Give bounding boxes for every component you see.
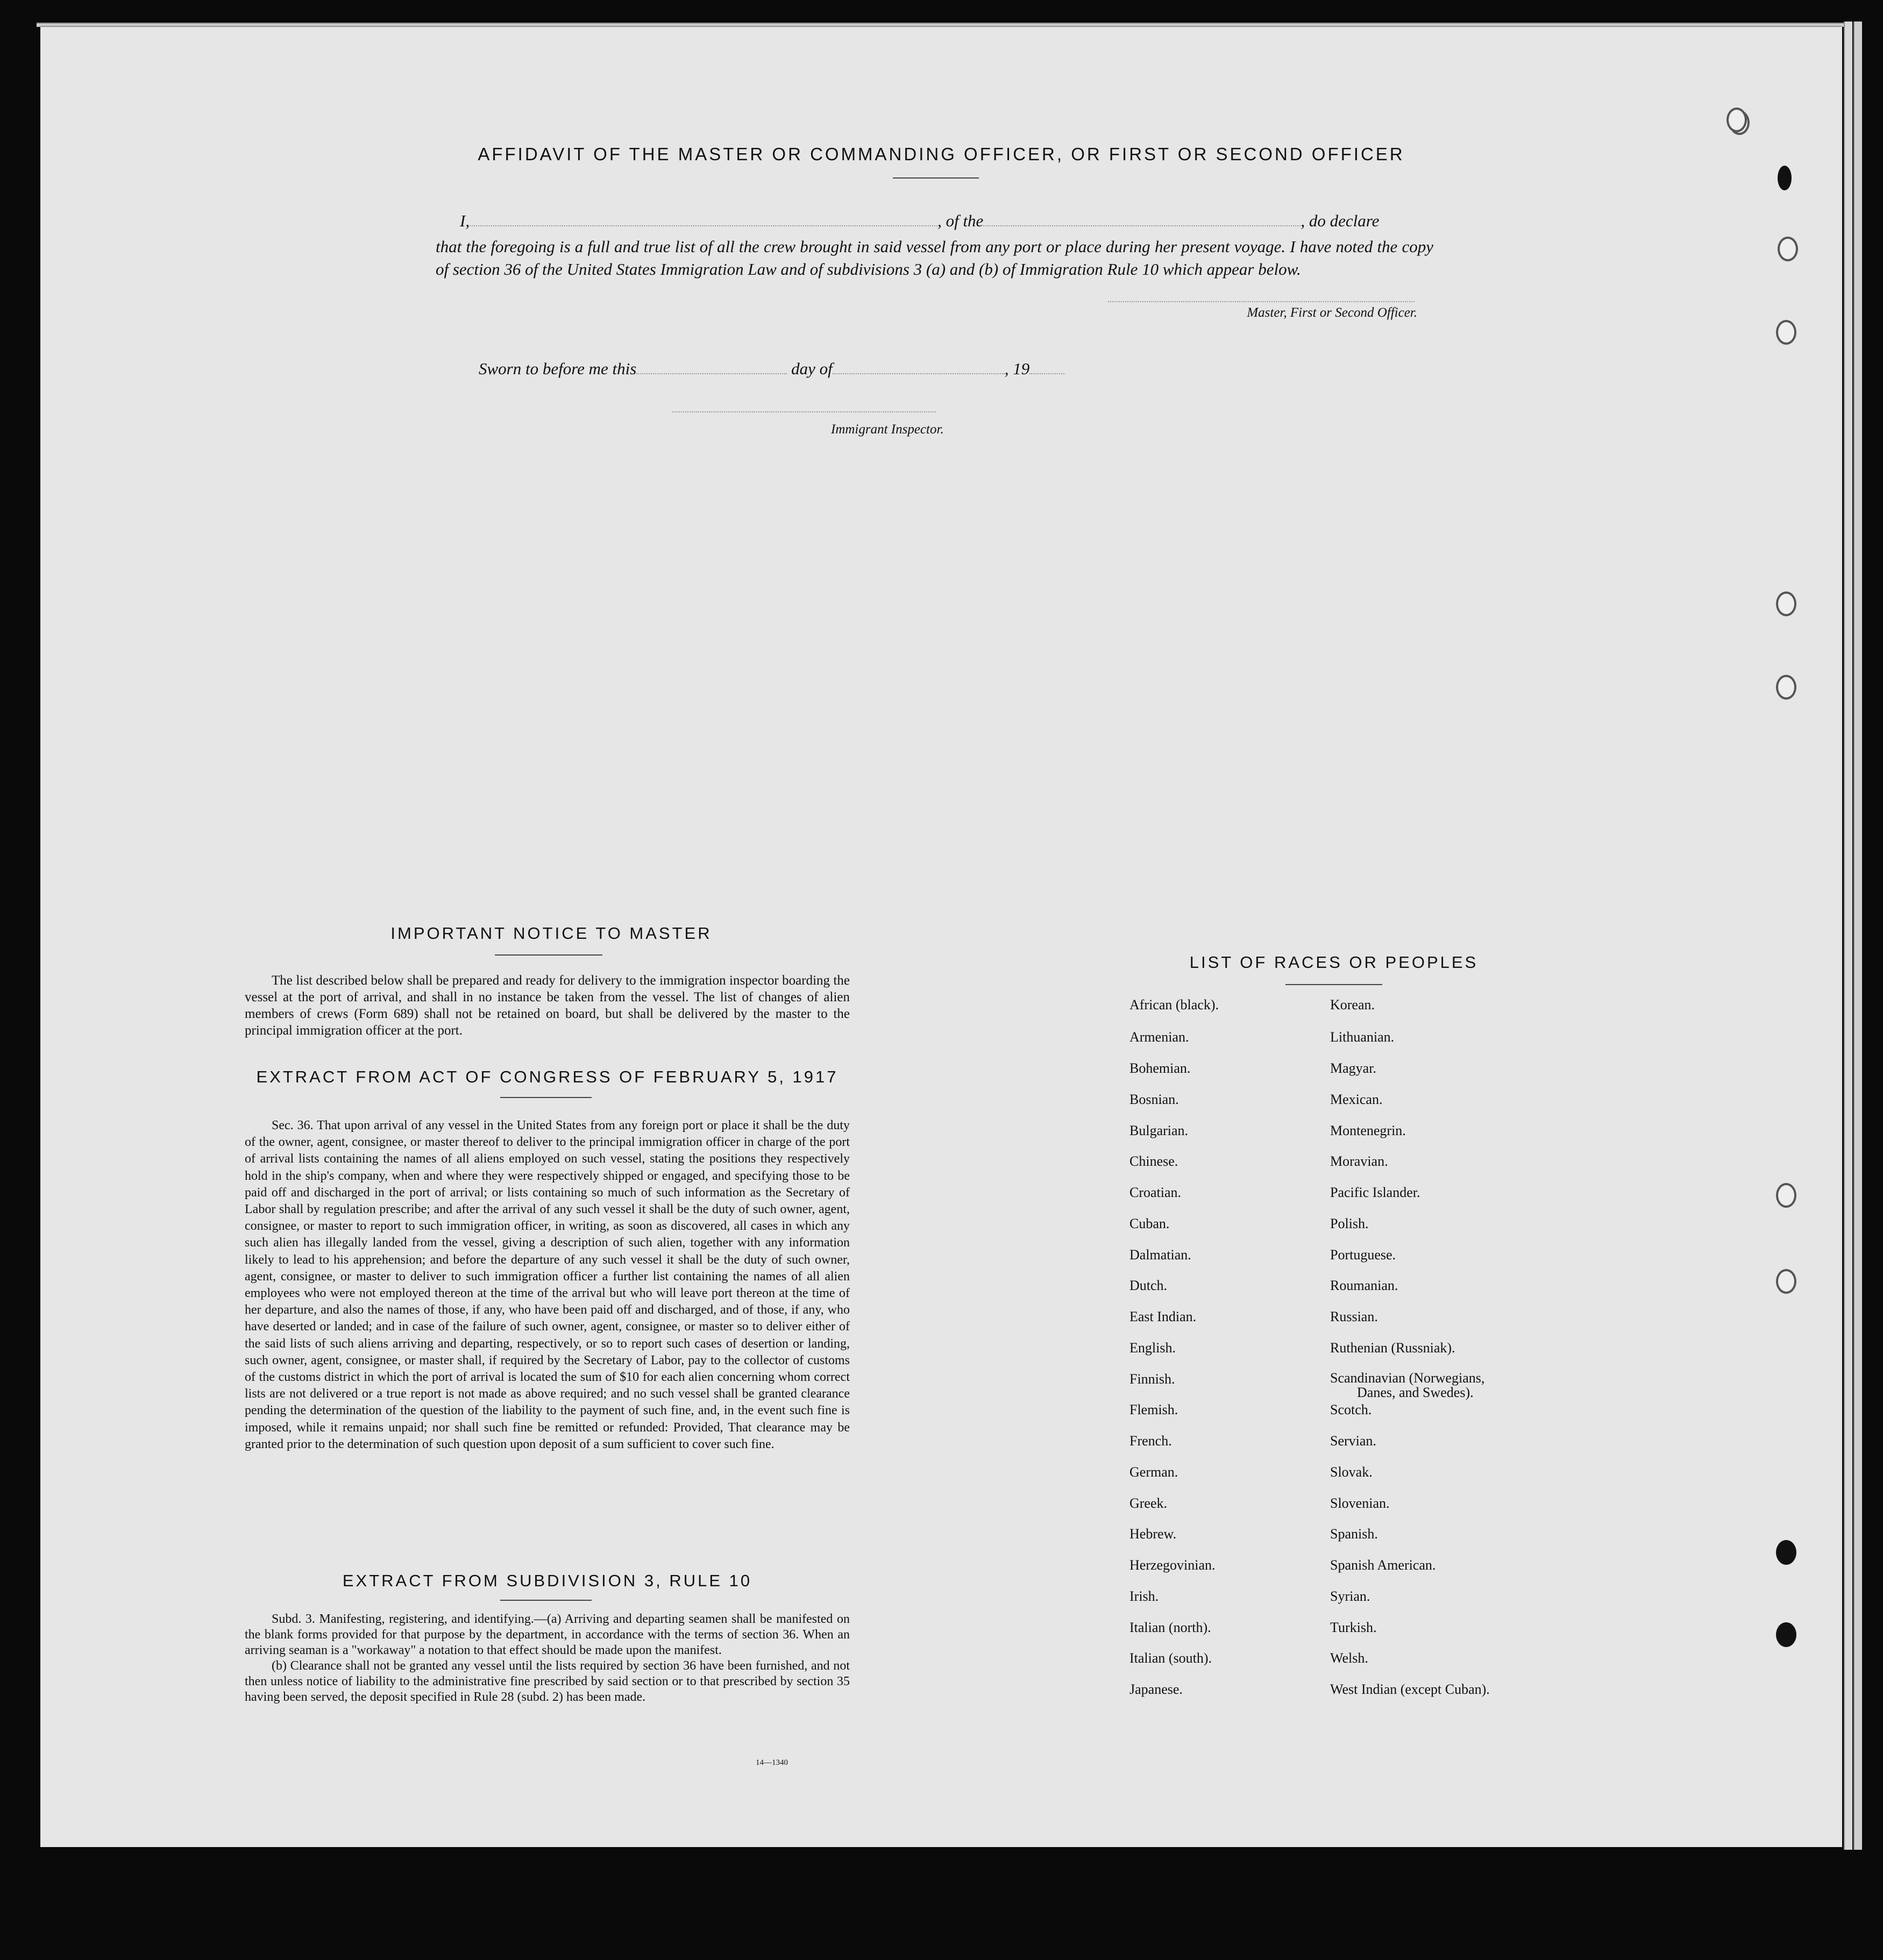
race-item: West Indian (except Cuban). bbox=[1330, 1681, 1490, 1697]
race-item: African (black). bbox=[1129, 997, 1219, 1013]
divider bbox=[1285, 984, 1382, 985]
race-item: French. bbox=[1129, 1433, 1172, 1449]
affidavit-title: AFFIDAVIT OF THE MASTER OR COMMANDING OFFICER, OR FIRST OR SECOND OFFICER bbox=[478, 144, 1405, 164]
race-item: Flemish. bbox=[1129, 1402, 1178, 1417]
affidavit-i-label: I, bbox=[460, 211, 470, 230]
race-item: Spanish. bbox=[1330, 1526, 1378, 1542]
race-item: Irish. bbox=[1129, 1588, 1159, 1604]
page-edge bbox=[1853, 22, 1862, 1850]
sworn-month-field[interactable] bbox=[833, 373, 1005, 374]
race-item: Magyar. bbox=[1330, 1060, 1376, 1076]
binder-hole-icon bbox=[1778, 166, 1792, 190]
race-item: Dutch. bbox=[1129, 1278, 1168, 1293]
act-extract-text: Sec. 36. That upon arrival of any vessel in the United States from any foreign port or place it shall be the duty of the owner, agent, consignee, or master thereof to deliver to the principal immigration officer in charge of the port of arrival lists containing the names of all aliens employed on such vessel, stating the positions they respectively hold in the ship's company, when and where they were respectively shipped or engaged, and specifying those to be paid off and discharged in the port of arrival; or lists containing so much of such information as the Secretary of Labor shall by regulation prescribe; and after the arrival of any such vessel it shall be the duty of such owner, agent, consignee, or master to report to such immigration officer, in writing, as soon as discovered, all cases in which any such alien has illegally landed from the vessel, giving a description of such alien, together with any information likely to lead to his apprehension; and before the departure of any such vessel it shall be the duty of such owner, agent, consignee, or master to deliver to such immigration officer a further list containing the names of all alien employees who were not employed thereon at the time of the arrival but who will leave port thereon at the time of her departure, and also the names of those, if any, who have been paid off and discharged, and of those, if any, who have deserted or landed; and in case of the failure of such owner, agent, consignee, or master so to deliver either of the said lists of such aliens arriving and departing, respectively, or so to report such cases of desertion or landing, such owner, agent, consignee, or master shall, if required by the Secretary of Labor, pay to the collector of customs of the customs district in which the port of arrival is located the sum of $10 for each alien concerning whom correct lists are not delivered or a true report is not made as above required; and no such vessel shall be granted clearance pending the determination of the question of the liability to the payment of such fine, and, in the event such fine is imposed, while it remains unpaid; nor shall such fine be remitted or refunded: Provided, That clearance may be granted prior to the determination of such question upon deposit of a sum sufficient to cover such fine. bbox=[245, 1118, 850, 1451]
page-edge bbox=[1844, 22, 1852, 1850]
binder-hole-icon bbox=[1776, 1183, 1796, 1208]
race-item: Slovenian. bbox=[1330, 1495, 1390, 1511]
notice-title: IMPORTANT NOTICE TO MASTER bbox=[390, 924, 712, 943]
binder-hole-icon bbox=[1776, 1269, 1796, 1294]
sworn-year-field[interactable] bbox=[1029, 373, 1064, 374]
race-item: Cuban. bbox=[1129, 1216, 1170, 1231]
binder-hole-icon bbox=[1776, 1540, 1796, 1565]
races-title: LIST OF RACES OR PEOPLES bbox=[1189, 953, 1479, 972]
race-item: Armenian. bbox=[1129, 1029, 1189, 1045]
race-item: Bulgarian. bbox=[1129, 1123, 1189, 1138]
binder-hole-icon bbox=[1776, 1622, 1796, 1647]
rule-extract-title: EXTRACT FROM SUBDIVISION 3, RULE 10 bbox=[342, 1571, 752, 1590]
race-item: Scandinavian (Norwegians, bbox=[1330, 1370, 1485, 1386]
rule-paragraph-b: (b) Clearance shall not be granted any vessel until the lists required by section 36 have been furnished, and not then unless notice of liability to the administrative fine prescribed by said section or to that prescribed by section 35 having been served, the deposit specified in Rule 28 (subd. 2) has been made. bbox=[245, 1659, 850, 1704]
form-number: 14—1340 bbox=[756, 1758, 788, 1767]
sworn-line bbox=[479, 359, 1064, 379]
race-item: Croatian. bbox=[1129, 1185, 1182, 1200]
page-edge-top bbox=[37, 23, 1849, 27]
race-item: Japanese. bbox=[1129, 1681, 1183, 1697]
race-item: Lithuanian. bbox=[1330, 1029, 1395, 1045]
race-item: Hebrew. bbox=[1129, 1526, 1177, 1542]
vessel-name-field[interactable] bbox=[983, 225, 1301, 226]
race-item: Spanish American. bbox=[1330, 1557, 1436, 1573]
signature-caption: Master, First or Second Officer. bbox=[1247, 305, 1417, 320]
race-item: Ruthenian (Russniak). bbox=[1330, 1340, 1455, 1356]
sworn-day-label: day of bbox=[791, 359, 833, 378]
race-item: Pacific Islander. bbox=[1330, 1185, 1420, 1200]
race-item: Greek. bbox=[1129, 1495, 1168, 1511]
divider bbox=[500, 1097, 592, 1098]
race-item: Welsh. bbox=[1330, 1650, 1368, 1666]
binder-hole-icon bbox=[1776, 675, 1796, 700]
master-signature-field[interactable] bbox=[1108, 301, 1415, 302]
inspector-caption: Immigrant Inspector. bbox=[831, 422, 944, 437]
divider bbox=[893, 177, 979, 179]
race-item: Dalmatian. bbox=[1129, 1247, 1191, 1263]
race-item: Servian. bbox=[1330, 1433, 1376, 1449]
act-extract-title: EXTRACT FROM ACT OF CONGRESS OF FEBRUARY 5, 1917 bbox=[256, 1067, 839, 1086]
race-item: English. bbox=[1129, 1340, 1176, 1356]
race-item: Korean. bbox=[1330, 997, 1375, 1013]
notice-text: The list described below shall be prepared and ready for delivery to the immigration inspector boarding the vessel at the port of arrival, and shall in no instance be taken from the vessel. The list of changes of alien members of crews (Form 689) shall not be retained on board, but shall be delivered by the master to the principal immigration officer at the port. bbox=[245, 973, 850, 1038]
binder-hole-icon bbox=[1778, 237, 1798, 261]
divider bbox=[500, 1600, 592, 1601]
sworn-prefix: Sworn to before me this bbox=[479, 359, 637, 378]
affidavit-declare-label: , do declare bbox=[1301, 211, 1380, 230]
race-item: Russian. bbox=[1330, 1309, 1378, 1324]
master-name-field[interactable] bbox=[470, 225, 937, 226]
sworn-year-label: , 19 bbox=[1004, 359, 1030, 378]
race-item: Mexican. bbox=[1330, 1092, 1383, 1107]
binder-hole-icon bbox=[1776, 591, 1796, 616]
race-item: German. bbox=[1129, 1464, 1178, 1480]
race-item: East Indian. bbox=[1129, 1309, 1197, 1324]
race-item: Danes, and Swedes). bbox=[1357, 1385, 1474, 1400]
divider bbox=[495, 954, 602, 956]
race-item: Slovak. bbox=[1330, 1464, 1373, 1480]
binder-hole-icon bbox=[1776, 320, 1796, 345]
race-item: Portuguese. bbox=[1330, 1247, 1396, 1263]
binder-hole-icon bbox=[1726, 108, 1747, 132]
race-item: Finnish. bbox=[1129, 1371, 1175, 1387]
affidavit-body: that the foregoing is a full and true list of all the crew brought in said vessel from any port or place during her present voyage. I have noted the copy of section 36 of the United States Immigration Law and of subdivisions 3 (a) and (b) of Immigration Rule 10 which appear below. bbox=[436, 237, 1433, 279]
race-item: Bosnian. bbox=[1129, 1092, 1179, 1107]
race-item: Italian (south). bbox=[1129, 1650, 1212, 1666]
race-item: Herzegovinian. bbox=[1129, 1557, 1216, 1573]
race-item: Montenegrin. bbox=[1330, 1123, 1406, 1138]
race-item: Roumanian. bbox=[1330, 1278, 1398, 1293]
rule-paragraph-a: Subd. 3. Manifesting, registering, and identifying.—(a) Arriving and departing seamen shall be manifested on the blank forms provided for that purpose by the department, in accordance with the terms of section 36. When an arriving seaman is a "workaway" a notation to that effect should be made upon the manifest. bbox=[245, 1612, 850, 1657]
sworn-day-field[interactable] bbox=[636, 373, 787, 374]
race-item: Chinese. bbox=[1129, 1153, 1178, 1169]
inspector-signature-field[interactable] bbox=[672, 411, 936, 412]
race-item: Polish. bbox=[1330, 1216, 1369, 1231]
race-item: Scotch. bbox=[1330, 1402, 1372, 1417]
race-item: Moravian. bbox=[1330, 1153, 1388, 1169]
rule-extract-text bbox=[245, 1612, 850, 1705]
race-item: Syrian. bbox=[1330, 1588, 1370, 1604]
race-item: Italian (north). bbox=[1129, 1620, 1211, 1635]
race-item: Turkish. bbox=[1330, 1620, 1377, 1635]
affidavit-declaration-line bbox=[460, 211, 1433, 231]
affidavit-of-the-label: , of the bbox=[937, 211, 984, 230]
race-item: Bohemian. bbox=[1129, 1060, 1191, 1076]
